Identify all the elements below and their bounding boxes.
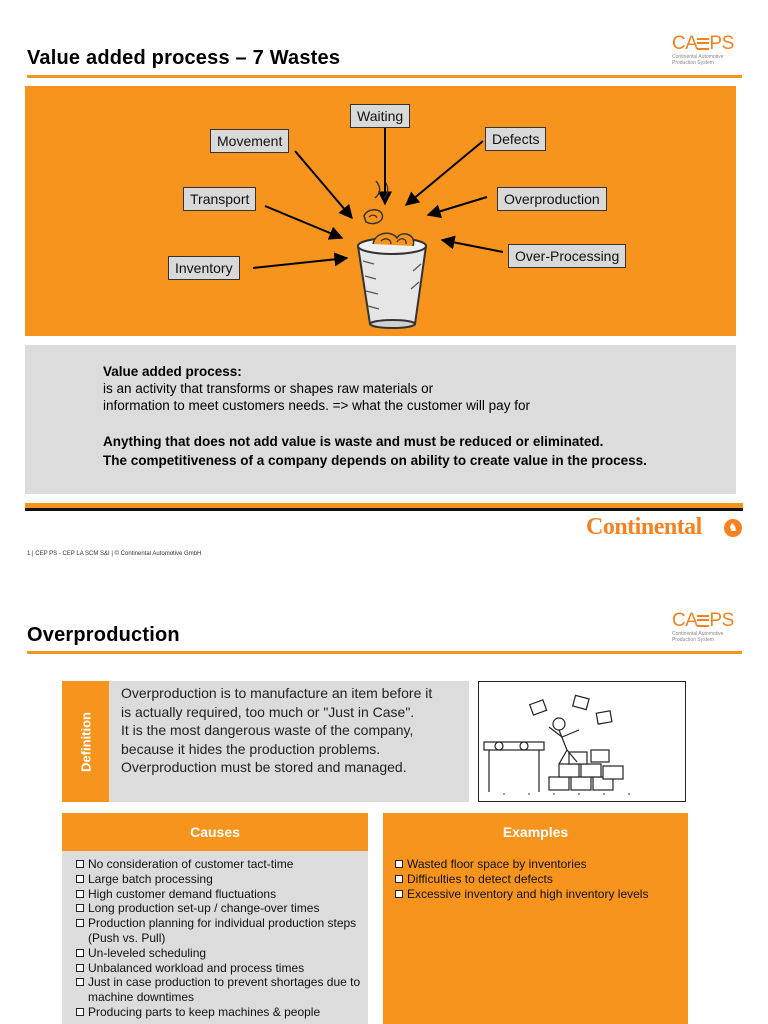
definition-text-line: It is the most dangerous waste of the company, <box>121 722 414 739</box>
definition-line-1: is an activity that transforms or shapes raw materials or <box>103 381 434 396</box>
example-item: Wasted floor space by inventories <box>395 857 688 872</box>
cause-item: Production planning for individual production steps (Push vs. Pull) <box>76 916 368 946</box>
slide2-title: Overproduction <box>27 624 180 646</box>
cause-item: High customer demand fluctuations <box>76 887 368 902</box>
cause-item: Producing parts to keep machines & people <box>76 1005 368 1020</box>
causes-header: Causes <box>62 813 368 851</box>
slide2-title-rule <box>27 651 742 654</box>
examples-header: Examples <box>383 813 688 851</box>
waste-box-waiting: Waiting <box>350 104 410 128</box>
footer-note: 1 | CEP PS - CEP LA SCM S&I | © Continental Automotive GmbH <box>27 551 202 557</box>
footer-rule-black <box>25 508 743 511</box>
definition-text-line: Overproduction is to manufacture an item before it <box>121 685 433 701</box>
example-item: Difficulties to detect defects <box>395 872 688 887</box>
example-item: Excessive inventory and high inventory levels <box>395 887 688 902</box>
definition-line-2: information to meet customers needs. => what the customer will pay for <box>103 398 530 413</box>
overproduction-definition <box>109 681 469 802</box>
waste-box-movement: Movement <box>210 129 289 153</box>
value-added-definition-panel <box>25 345 736 494</box>
waste-box-transport: Transport <box>183 187 256 211</box>
definition-text-line: Overproduction must be stored and managed. <box>121 759 407 776</box>
waste-bin-icon <box>358 181 426 328</box>
continental-logo: Continental <box>586 514 702 540</box>
cause-item: Un-leveled scheduling <box>76 946 368 961</box>
waste-box-defects: Defects <box>485 127 546 151</box>
examples-panel <box>383 851 688 1024</box>
waste-box-inventory: Inventory <box>168 256 240 280</box>
cause-item: No consideration of customer tact-time <box>76 857 368 872</box>
slide1-title: Value added process – 7 Wastes <box>27 47 341 69</box>
definition-tab-label: Definition <box>78 711 93 772</box>
definition-bold-1: Anything that does not add value is waste and must be reduced or eliminated. <box>103 434 604 449</box>
cause-item: Unbalanced workload and process times <box>76 961 368 976</box>
waste-box-overproduction: Overproduction <box>497 187 607 211</box>
caps-logo: CA PS Continental Automotive Production System <box>672 610 734 643</box>
definition-tab <box>62 681 109 802</box>
definition-text-line: because it hides the production problems. <box>121 740 381 757</box>
definition-bold-2: The competitiveness of a company depends on ability to create value in the process. <box>103 453 647 468</box>
definition-heading: Value added process: <box>103 364 242 379</box>
waste-box-overprocessing: Over-Processing <box>508 244 626 268</box>
cause-item: Large batch processing <box>76 872 368 887</box>
seven-wastes-diagram <box>25 86 736 336</box>
cause-item: Just in case production to prevent shortages due to machine downtimes <box>76 975 368 1005</box>
slide1-title-rule <box>27 75 742 78</box>
definition-text-line: is actually required, too much or "Just in Case". <box>121 703 415 720</box>
causes-panel <box>62 851 368 1024</box>
overproduction-cartoon-image <box>478 681 686 802</box>
cause-item: Long production set-up / change-over times <box>76 901 368 916</box>
horse-emblem-icon: ♞ <box>724 519 742 537</box>
caps-logo: CA PS Continental Automotive Production System <box>672 33 734 66</box>
